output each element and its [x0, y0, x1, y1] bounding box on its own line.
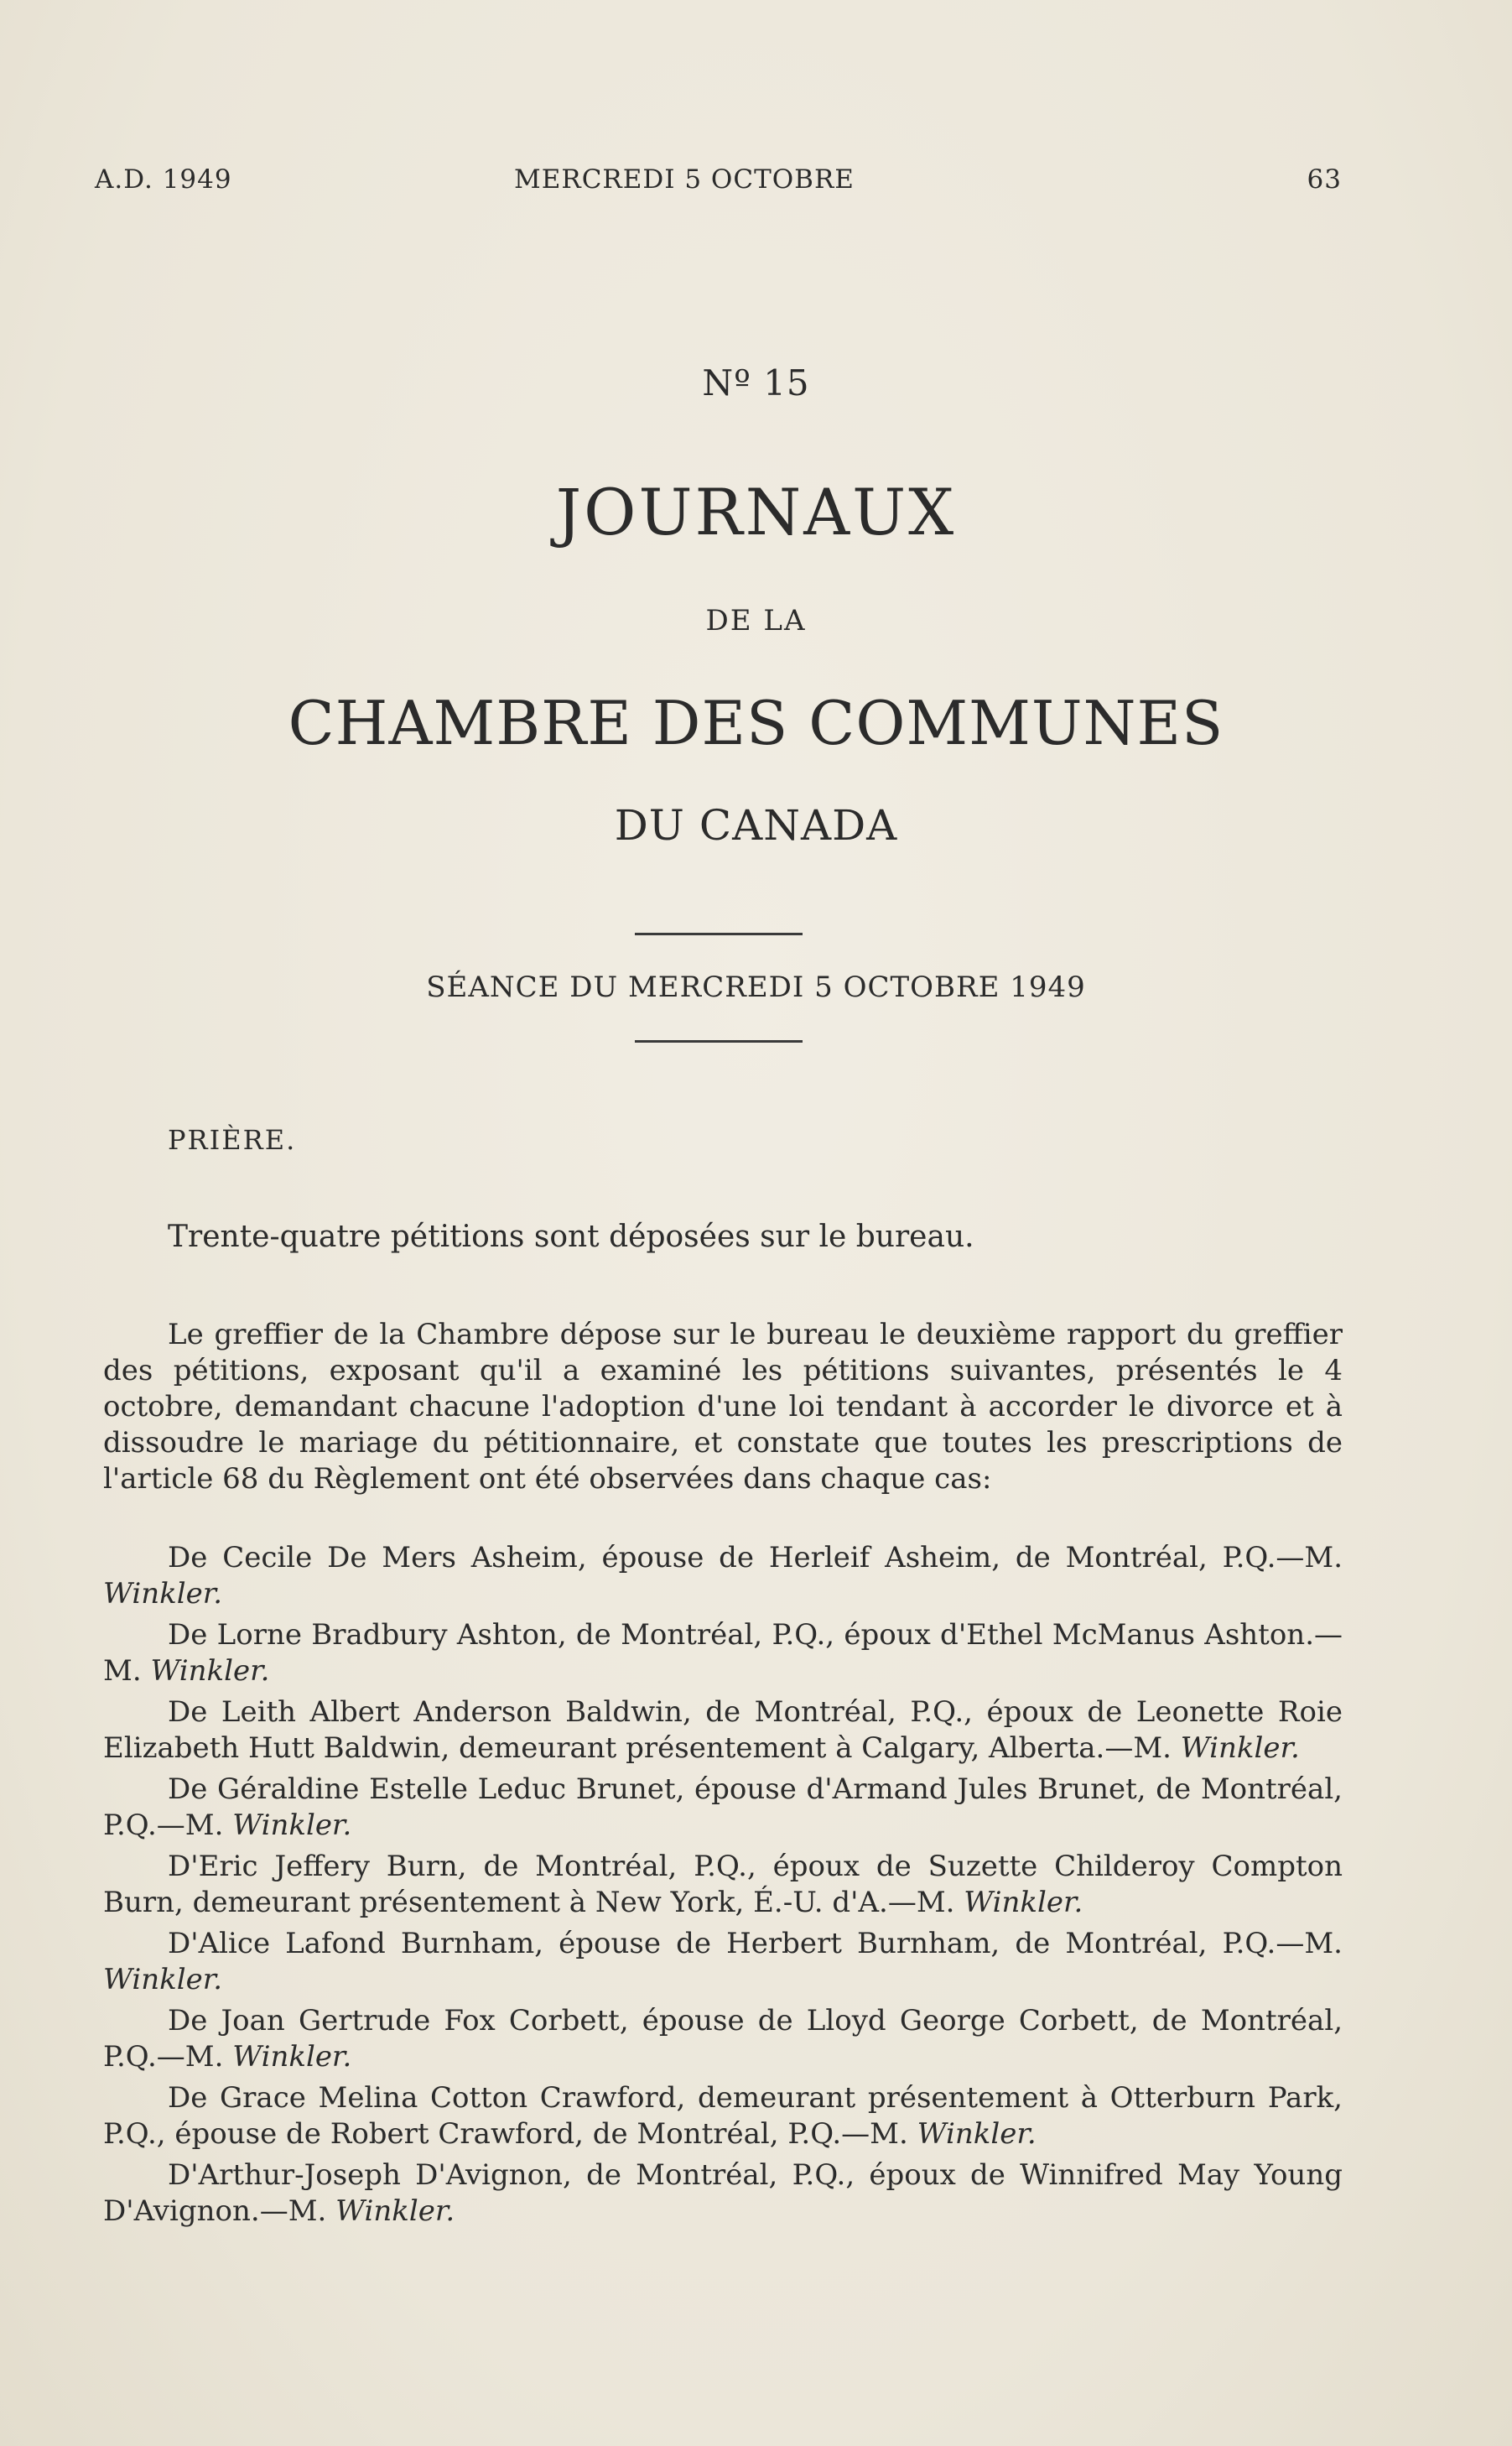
divider-bottom — [635, 1040, 803, 1043]
petition-entry — [103, 2157, 1343, 2230]
chamber-title: CHAMBRE DES COMMUNES — [288, 688, 1224, 758]
country-title: DU CANADA — [614, 801, 898, 850]
petition-entry — [103, 1540, 1343, 1612]
member-name: Winkler. — [232, 2040, 352, 2074]
prayer-heading: PRIÈRE. — [168, 1124, 297, 1156]
petition-text: D'Eric Jeffery Burn, de Montréal, P.Q., époux de Suzette Childeroy Compton Burn, demeurant présentement à New York, É.-U. d'A.—M. — [103, 1850, 1343, 1919]
member-name: Winkler. — [917, 2117, 1037, 2151]
title-connector: DE LA — [705, 604, 807, 638]
member-name: Winkler. — [335, 2194, 455, 2228]
divider-top — [635, 933, 803, 935]
petition-entry — [103, 1849, 1343, 1921]
header-date: MERCREDI 5 OCTOBRE — [514, 164, 855, 195]
petition-text: De Géraldine Estelle Leduc Brunet, épouse d'Armand Jules Brunet, de Montréal, P.Q.—M. — [103, 1772, 1343, 1842]
petition-entry — [103, 2080, 1343, 2152]
petition-entry — [103, 1772, 1343, 1844]
intro-paragraph: Le greffier de la Chambre dépose sur le bureau le deuxième rapport du greffier des pétitions, exposant qu'il a examiné les pétitions suivantes, présentés le 4 octobre, demandant chacune l'adoption d'une loi tendant à accorder le divorce et à dissoudre le mariage du pétitionnaire, et constate que toutes les prescriptions de l'article 68 du Règlement ont été observées dans chaque cas: — [103, 1318, 1343, 1496]
header-year: A.D. 1949 — [95, 164, 232, 195]
page-number: 63 — [1307, 164, 1342, 195]
running-head — [95, 164, 1342, 201]
petition-entry — [103, 1694, 1343, 1767]
petition-text: De Cecile De Mers Asheim, épouse de Herleif Asheim, de Montréal, P.Q.—M. — [168, 1541, 1343, 1574]
petition-text: D'Alice Lafond Burnham, épouse de Herbert Burnham, de Montréal, P.Q.—M. — [168, 1927, 1343, 1960]
petition-text: De Leith Albert Anderson Baldwin, de Montréal, P.Q., époux de Leonette Roie Elizabeth Hutt Baldwin, demeurant présentement à Calgary, Alberta.—M. — [103, 1695, 1343, 1765]
member-name: Winkler. — [103, 1577, 223, 1611]
member-name: Winkler. — [964, 1886, 1083, 1919]
petition-text: D'Arthur-Joseph D'Avignon, de Montréal, P.Q., époux de Winnifred May Young D'Avignon.—M. — [103, 2158, 1343, 2228]
petitions-note: Trente-quatre pétitions sont déposées sur le bureau. — [168, 1220, 974, 1254]
petition-text: De Grace Melina Cotton Crawford, demeurant présentement à Otterburn Park, P.Q., épouse de Robert Crawford, de Montréal, P.Q.—M. — [103, 2081, 1343, 2151]
member-name: Winkler. — [150, 1654, 270, 1688]
journal-title: JOURNAUX — [555, 475, 957, 549]
petition-list — [103, 1540, 1343, 2235]
session-title: SÉANCE DU MERCREDI 5 OCTOBRE 1949 — [426, 971, 1086, 1004]
member-name: Winkler. — [103, 1963, 223, 1996]
member-name: Winkler. — [1180, 1731, 1300, 1765]
petition-text: De Lorne Bradbury Ashton, de Montréal, P.Q., époux d'Ethel McManus Ashton.—M. — [103, 1618, 1343, 1688]
petition-entry — [103, 1617, 1343, 1689]
petition-entry — [103, 1926, 1343, 1998]
member-name: Winkler. — [232, 1808, 352, 1842]
journal-number: Nº 15 — [702, 362, 810, 403]
petition-text: De Joan Gertrude Fox Corbett, épouse de Lloyd George Corbett, de Montréal, P.Q.—M. — [103, 2004, 1343, 2074]
petition-entry — [103, 2003, 1343, 2075]
